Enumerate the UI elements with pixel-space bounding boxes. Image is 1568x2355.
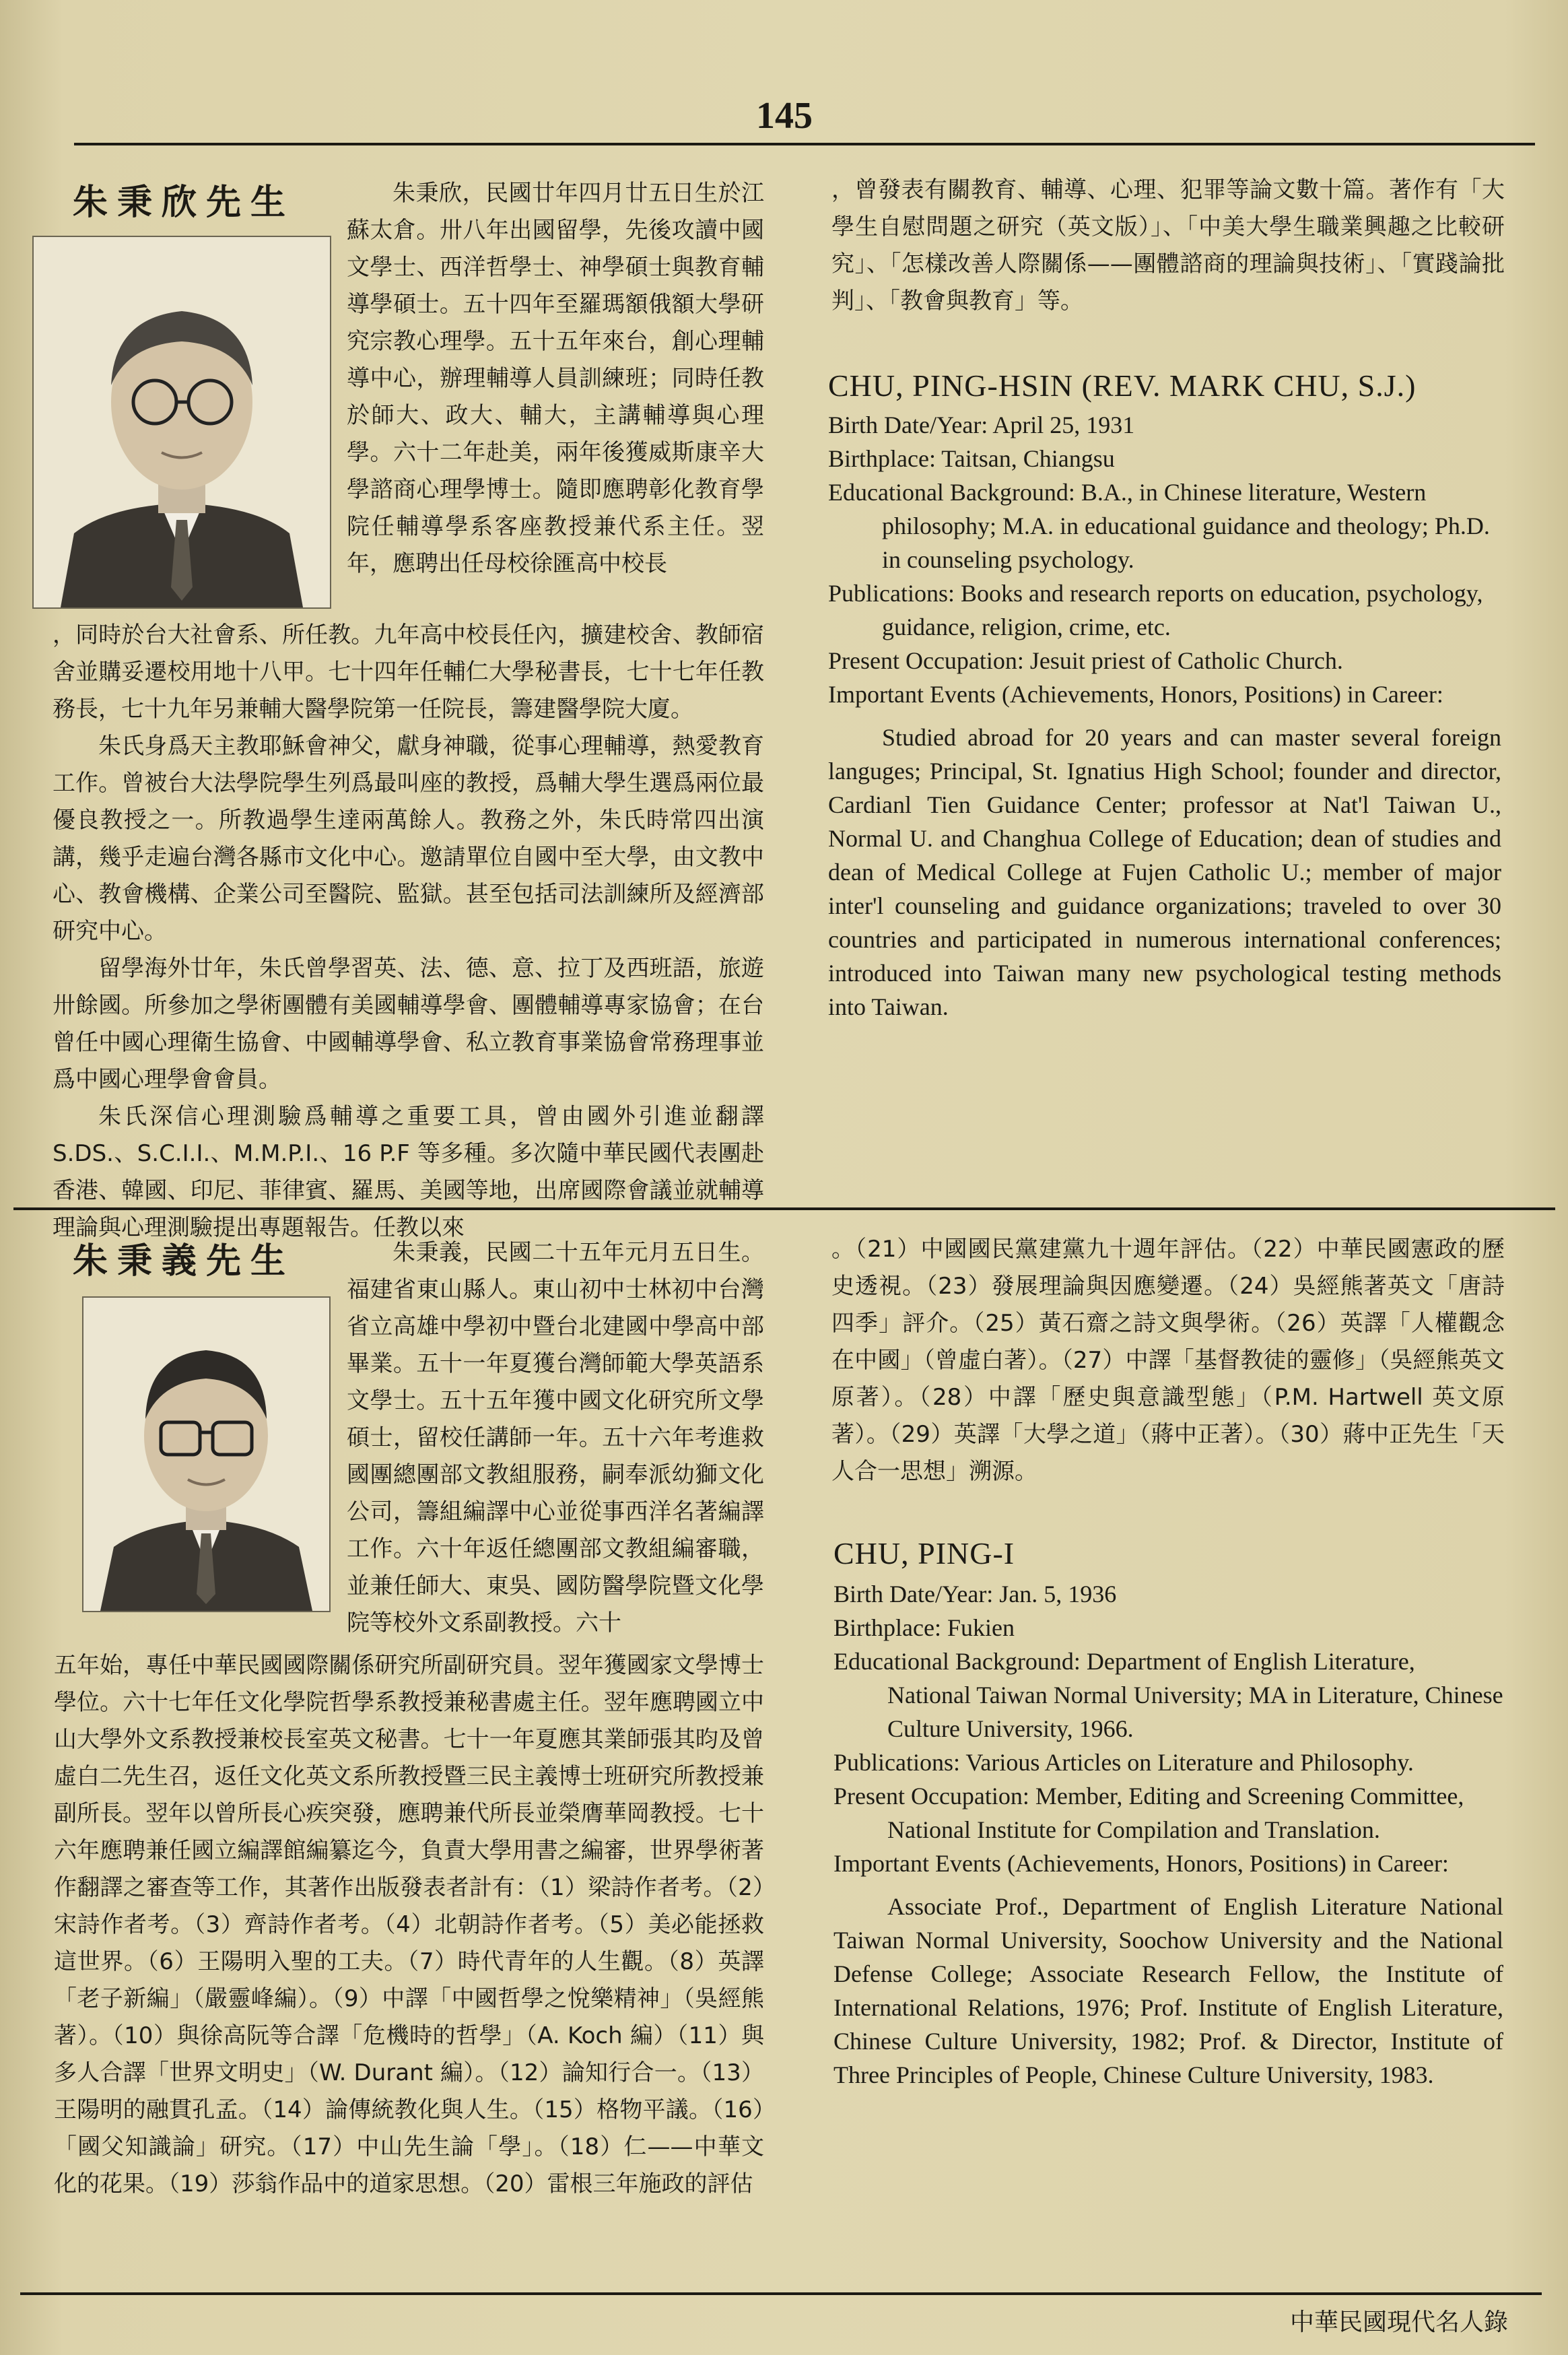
entry-1-portrait-photo: [32, 236, 331, 609]
entry-2-birth-date: Birth Date/Year: Jan. 5, 1936: [833, 1581, 1117, 1607]
entry-1-birthplace: Birthplace: Taitsan, Chiangsu: [828, 445, 1115, 472]
entry-1-events-heading: Important Events (Achievements, Honors, Positions) in Career:: [828, 681, 1443, 708]
entry-2-events-text: Associate Prof., Department of English Literature National Taiwan Normal University, Soochow University and the National Defense College; Associate Research Fellow, the Institute of International Relations, 1976; Prof. Institute of English Literature, Chinese Culture University, 1982; Prof. & Director, Institute of Three Principles of People, Chinese Culture University, 1983.: [833, 1893, 1503, 2088]
entry-1-chinese-paragraph: ，同時於台大社會系、所任教。九年高中校長任內，擴建校舍、教師宿舍並購妥遷校用地十八甲。七十四年任輔仁大學秘書長，七十七年任教務長，七十九年另兼輔大醫學院第一任院長，籌建醫學院大廈。: [53, 622, 764, 723]
entry-1-chinese-paragraph: ，曾發表有關教育、輔導、心理、犯罪等論文數十篇。著作有「大學生自慰問題之研究（英文版）」、「中美大學生職業興趣之比較研究」、「怎樣改善人際關係——團體諮商的理論與技術」、「實踐論批判」、「教會與教育」等。: [831, 176, 1505, 314]
page-number: 145: [756, 95, 813, 137]
entry-1-education: Educational Background: B.A., in Chinese literature, Western philosophy; M.A. in educational guidance and theology; Ph.D. in counseling psychology.: [828, 479, 1490, 573]
entry-2-events-heading: Important Events (Achievements, Honors, Positions) in Career:: [833, 1850, 1449, 1877]
entry-2-education: Educational Background: Department of English Literature, National Taiwan Normal University; MA in Literature, Chinese Culture University, 1966.: [833, 1648, 1503, 1742]
entry-1-english-name: CHU, PING-HSIN (REV. MARK CHU, S.J.): [828, 368, 1417, 403]
entry-2-occupation: Present Occupation: Member, Editing and Screening Committee, National Institute for Compilation and Translation.: [833, 1783, 1464, 1843]
entry-1-chinese-bio-body: [53, 617, 764, 1247]
entry-2-chinese-bio-intro-text: 朱秉義，民國二十五年元月五日生。福建省東山縣人。東山初中士林初中台灣省立高雄中學初中暨台北建國中學高中部畢業。五十一年夏獲台灣師範大學英語系文學士。五十五年獲中國文化研究所文學碩士，留校任講師一年。五十六年考進救國團總團部文教組服務，嗣奉派幼獅文化公司，籌組編譯中心並從事西洋名著編譯工作。六十年返任總團部文教組編審職，並兼任師大、東吳、國防醫學院暨文化學院等校外文系副教授。六十: [347, 1239, 764, 1636]
entry-1-birth-date: Birth Date/Year: April 25, 1931: [828, 411, 1135, 438]
entry-2-chinese-bio-continued: [831, 1231, 1505, 1490]
top-divider: [74, 143, 1535, 145]
entry-2-chinese-paragraph: 五年始，專任中華民國國際關係研究所副研究員。翌年獲國家文學博士學位。六十七年任文化學院哲學系教授兼秘書處主任。翌年應聘國立中山大學外文系教授兼校長室英文秘書。七十一年夏應其業師張其昀及曾虛白二先生召，返任文化英文系所教授暨三民主義博士班研究所教授兼副所長。翌年以曾所長心疾突發，應聘兼代所長並榮膺華岡教授。七十六年應聘兼任國立編譯館編纂迄今，負責大學用書之編審，世界學術著作翻譯之審查等工作，其著作出版發表者計有：（1）梁詩作者考。（2）宋詩作者考。（3）齊詩作者考。（4）北朝詩作者考。（5）美必能拯救這世界。（6）王陽明入聖的工夫。（7）時代青年的人生觀。（8）英譯「老子新編」（嚴靈峰編）。（9）中譯「中國哲學之悅樂精神」（吳經熊著）。（10）與徐高阮等合譯「危機時的哲學」（A. Koch 編）（11）與多人合譯「世界文明史」（W. Durant 編）。（12）論知行合一。（13）王陽明的融貫孔孟。（14）論傳統教化與人生。（15）格物平議。（16）「國父知識論」研究。（17）中山先生論「學」。（18）仁——中華文化的花果。（19）莎翁作品中的道家思想。（20）雷根三年施政的評估: [54, 1652, 764, 2197]
entry-2-english-name: CHU, PING-I: [833, 1536, 1015, 1570]
entry-2-chinese-paragraph: 。（21）中國國民黨建黨九十週年評估。（22）中華民國憲政的歷史透視。（23）發展理論與因應變遷。（24）吳經熊著英文「唐詩四季」評介。（25）黃石齋之詩文與學術。（26）英譯「人權觀念在中國」（曾虛白著）。（27）中譯「基督教徒的靈修」（吳經熊英文原著）。（28）中譯「歷史與意識型態」（P.M. Hartwell 英文原著）。（29）英譯「大學之道」（蔣中正著）。（30）蔣中正先生「天人合一思想」溯源。: [831, 1236, 1505, 1485]
entry-1-chinese-paragraph: 朱氏身爲天主教耶穌會神父，獻身神職，從事心理輔導，熱愛教育工作。曾被台大法學院學生列爲最叫座的教授，爲輔大學生選爲兩位最優良教授之一。所教過學生達兩萬餘人。教務之外，朱氏時常四出演講，幾乎走遍台灣各縣市文化中心。邀請單位自國中至大學，由文教中心、教會機構、企業公司至醫院、監獄。甚至包括司法訓練所及經濟部研究中心。: [53, 733, 764, 945]
running-footer: 中華民國現代名人錄: [1289, 2309, 1508, 2336]
portrait-photo-icon: [83, 1298, 329, 1611]
portrait-photo-icon: [34, 237, 330, 607]
entry-2-chinese-name: 朱秉義先生: [73, 1241, 296, 1282]
entry-1-chinese-bio-continued: [831, 172, 1505, 320]
entry-2-english-bio: [833, 1577, 1503, 2092]
entry-1-chinese-bio-intro-text: 朱秉欣，民國廿年四月廿五日生於江蘇太倉。卅八年出國留學，先後攻讀中國文學士、西洋哲學士、神學碩士與教育輔導學碩士。五十四年至羅瑪額俄額大學研究宗教心理學。五十五年來台，創心理輔導中心，辦理輔導人員訓練班；同時任教於師大、政大、輔大，主講輔導與心理學。六十二年赴美，兩年後獲威斯康辛大學諮商心理學博士。隨即應聘彰化教育學院任輔導學系客座教授兼代系主任。翌年，應聘出任母校徐匯高中校長: [347, 180, 764, 577]
entry-1-publications: Publications: Books and research reports on education, psychology, guidance, religion, crime, etc.: [828, 580, 1483, 640]
entry-1-chinese-paragraph: 朱氏深信心理測驗爲輔導之重要工具，曾由國外引進並翻譯 S.DS.、S.C.I.I.、M.M.P.I.、16 P.F 等多種。多次隨中華民國代表團赴香港、韓國、印尼、菲律賓、羅馬、美國等地，出席國際會議並就輔導理論與心理測驗提出專題報告。任教以來: [53, 1103, 764, 1241]
entry-2-portrait-photo: [82, 1296, 331, 1612]
entry-2-birthplace: Birthplace: Fukien: [833, 1614, 1015, 1641]
entry-1-events-text: Studied abroad for 20 years and can master several foreign languges; Principal, St. Ignatius High School; founder and director, Cardianl Tien Guidance Center; professor at Nat'l Taiwan U., Normal U. and Changhua College of Education; dean of studies and dean of Medical College at Fujen Catholic U.; member of major inter'l counseling and guidance organizations; traveled to over 30 countries and participated in numerous international conferences; introduced into Taiwan many new psychological testing methods into Taiwan.: [828, 724, 1501, 1020]
entry-divider: [13, 1207, 1555, 1210]
entry-2-publications: Publications: Various Articles on Literature and Philosophy.: [833, 1749, 1414, 1776]
bottom-divider: [20, 2292, 1542, 2295]
entry-2-chinese-bio-intro: [347, 1234, 764, 1642]
entry-1-chinese-bio-intro: [347, 175, 764, 583]
entry-1-english-bio: [828, 408, 1501, 1024]
entry-1-chinese-paragraph: 留學海外廿年，朱氏曾學習英、法、德、意、拉丁及西班語，旅遊卅餘國。所參加之學術團體有美國輔導學會、團體輔導專家協會；在台曾任中國心理衛生協會、中國輔導學會、私立教育事業協會常務理事並爲中國心理學會會員。: [53, 955, 764, 1093]
entry-2-chinese-bio-body: [54, 1647, 764, 2203]
entry-1-chinese-name: 朱秉欣先生: [73, 183, 296, 223]
entry-1-occupation: Present Occupation: Jesuit priest of Catholic Church.: [828, 647, 1343, 674]
